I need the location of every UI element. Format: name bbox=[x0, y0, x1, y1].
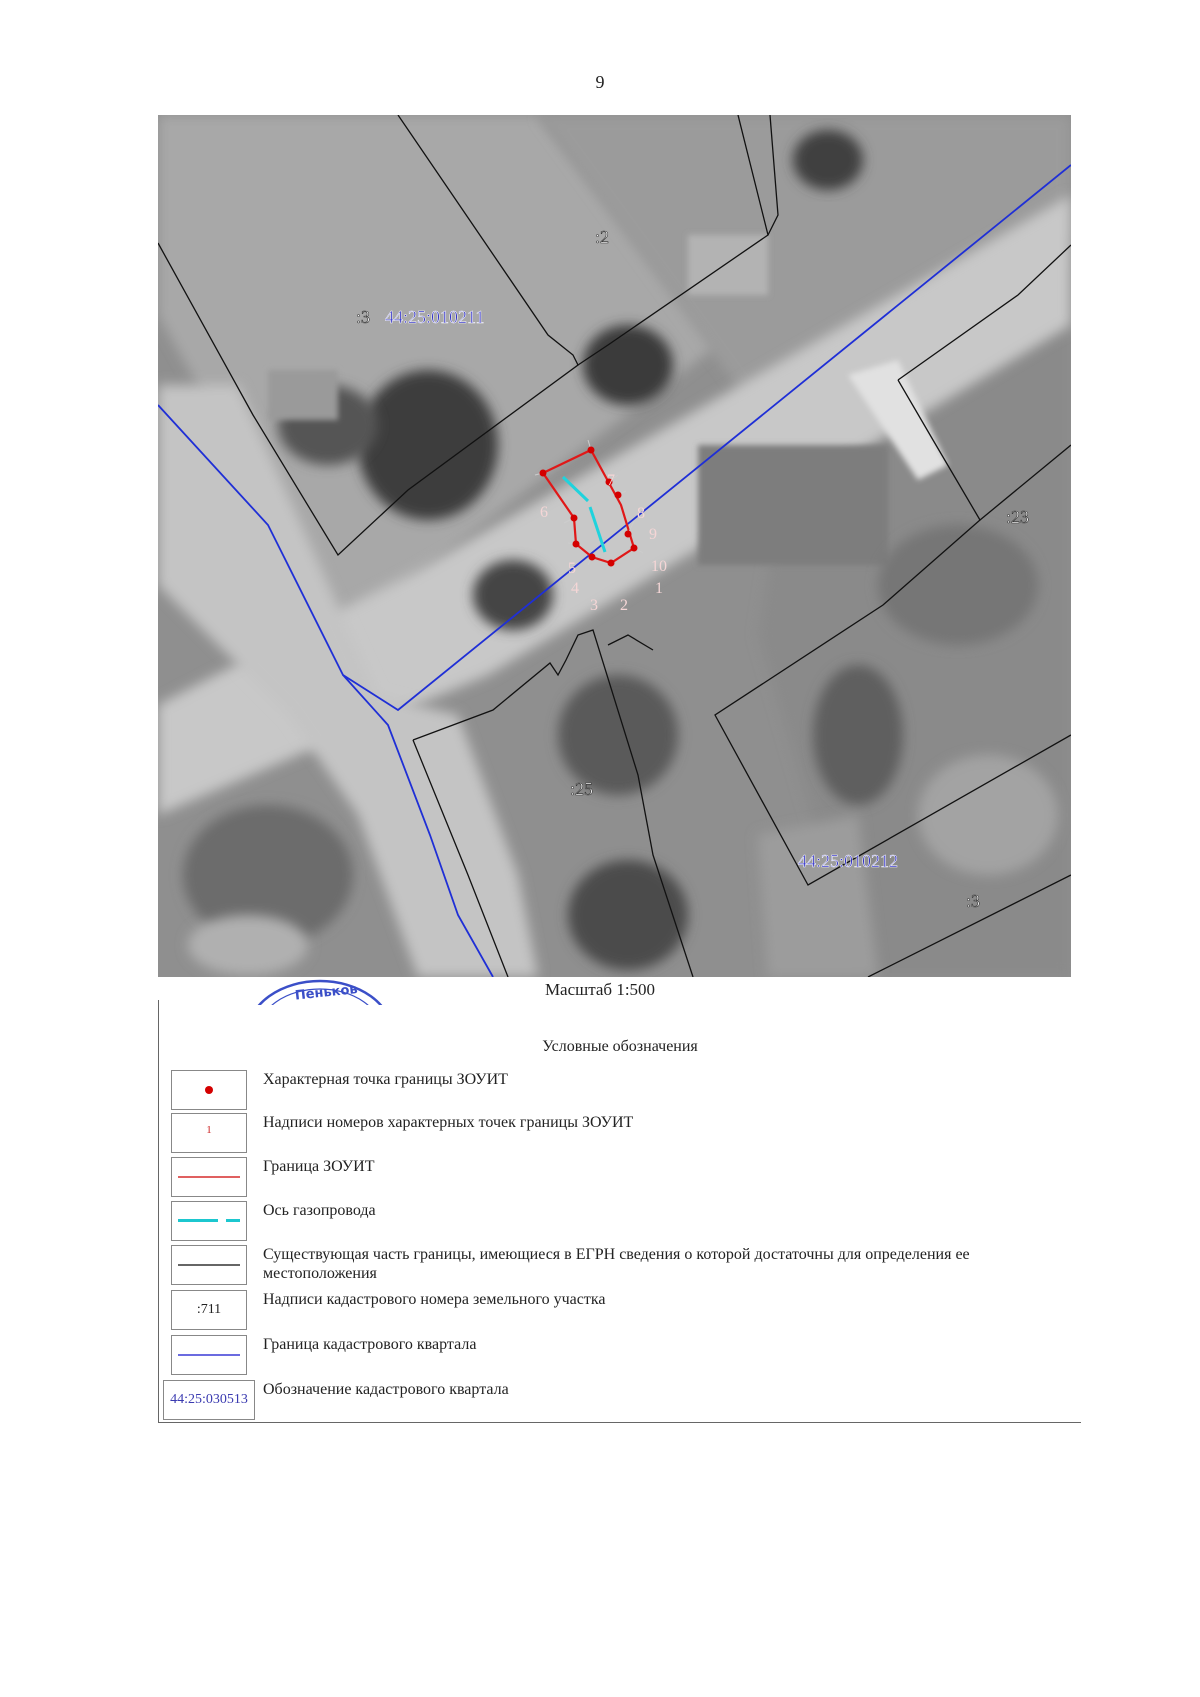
zone-point-1 bbox=[631, 545, 638, 552]
legend-symbol-quarter-number bbox=[163, 1380, 255, 1420]
gray-line-icon bbox=[178, 1264, 240, 1266]
point-label-5: 5 bbox=[568, 560, 576, 577]
point-label-9: 9 bbox=[649, 526, 657, 543]
legend-item-quarter-number bbox=[159, 1380, 1081, 1420]
red-point-icon bbox=[205, 1086, 213, 1094]
legend-symbol-quarter-line bbox=[171, 1335, 247, 1375]
legend-text-parcel-number: Надписи кадастрового номера земельного участка bbox=[263, 1291, 606, 1308]
quarter-label-010211: 44:25:010211 bbox=[385, 307, 485, 327]
legend-symbol-point-number bbox=[171, 1113, 247, 1153]
parcel-label-3-south: :3 bbox=[966, 891, 981, 911]
point-label-8: 8 bbox=[637, 505, 645, 522]
point-label-6: 6 bbox=[540, 504, 548, 521]
zone-point-7 bbox=[588, 447, 595, 454]
legend-item-gas-axis bbox=[159, 1201, 1081, 1241]
point-number-sample: 1 bbox=[206, 1124, 212, 1136]
legend-title: Условные обозначения bbox=[542, 1038, 698, 1055]
legend-symbol-parcel-line bbox=[171, 1245, 247, 1285]
legend-item-point-number bbox=[159, 1113, 1081, 1153]
cyan-dash-icon bbox=[178, 1219, 218, 1222]
legend bbox=[158, 1000, 1081, 1423]
point-label-10: 10 bbox=[651, 558, 667, 575]
parcel-label-3-north: :3 bbox=[356, 307, 371, 327]
zone-point-10 bbox=[625, 531, 632, 538]
zone-point-3 bbox=[589, 554, 596, 561]
legend-symbol-gas-axis bbox=[171, 1201, 247, 1241]
legend-symbol-parcel-number bbox=[171, 1290, 247, 1330]
parcel-number-sample: :711 bbox=[196, 1302, 222, 1317]
point-label-2: 2 bbox=[620, 597, 628, 614]
legend-text-quarter-number: Обозначение кадастрового квартала bbox=[263, 1381, 509, 1398]
point-label-3: 3 bbox=[590, 597, 598, 614]
blue-line-icon bbox=[178, 1354, 240, 1356]
legend-item-parcel-line bbox=[159, 1245, 1081, 1293]
legend-item-zone-line bbox=[159, 1157, 1081, 1197]
legend-symbol-zone-line bbox=[171, 1157, 247, 1197]
cadastral-map bbox=[158, 115, 1071, 977]
zone-point-2 bbox=[608, 560, 615, 567]
zone-point-4 bbox=[573, 541, 580, 548]
parcel-label-2: :2 bbox=[595, 227, 610, 247]
parcel-label-25: :25 bbox=[570, 779, 594, 799]
legend-text-quarter-line: Граница кадастрового квартала bbox=[263, 1336, 477, 1353]
zone-point-9 bbox=[615, 492, 622, 499]
legend-item-parcel-number bbox=[159, 1290, 1081, 1330]
quarter-label-010212: 44:25:010212 bbox=[798, 851, 899, 871]
legend-item-quarter-line bbox=[159, 1335, 1081, 1375]
red-line-icon bbox=[178, 1176, 240, 1178]
zone-point-6 bbox=[540, 470, 547, 477]
parcel-label-23: :23 bbox=[1006, 507, 1030, 527]
point-label-7: 7 bbox=[607, 472, 615, 489]
legend-text-zone-line: Граница ЗОУИТ bbox=[263, 1158, 375, 1175]
point-label-4: 4 bbox=[571, 580, 579, 597]
legend-text-point: Характерная точка границы ЗОУИТ bbox=[263, 1071, 508, 1088]
page-number: 9 bbox=[595, 72, 605, 92]
legend-text-point-number: Надписи номеров характерных точек границы ЗОУИТ bbox=[263, 1114, 634, 1131]
scale-label: Масштаб 1:500 bbox=[544, 980, 656, 999]
legend-text-parcel-line: Существующая часть границы, имеющиеся в ЕГРН сведения о которой достаточны для определения ее местоположения bbox=[263, 1246, 970, 1282]
quarter-number-sample: 44:25:030513 bbox=[170, 1392, 248, 1407]
zone-point-5 bbox=[571, 515, 578, 522]
point-label-1: 1 bbox=[655, 580, 663, 597]
legend-symbol-point bbox=[171, 1070, 247, 1110]
aerial-photo bbox=[158, 115, 1071, 977]
legend-text-gas-axis: Ось газопровода bbox=[263, 1202, 376, 1219]
svg-text:Пеньков: Пеньков bbox=[294, 982, 359, 1004]
cyan-dash-icon bbox=[226, 1219, 240, 1222]
legend-item-point bbox=[159, 1070, 1081, 1110]
